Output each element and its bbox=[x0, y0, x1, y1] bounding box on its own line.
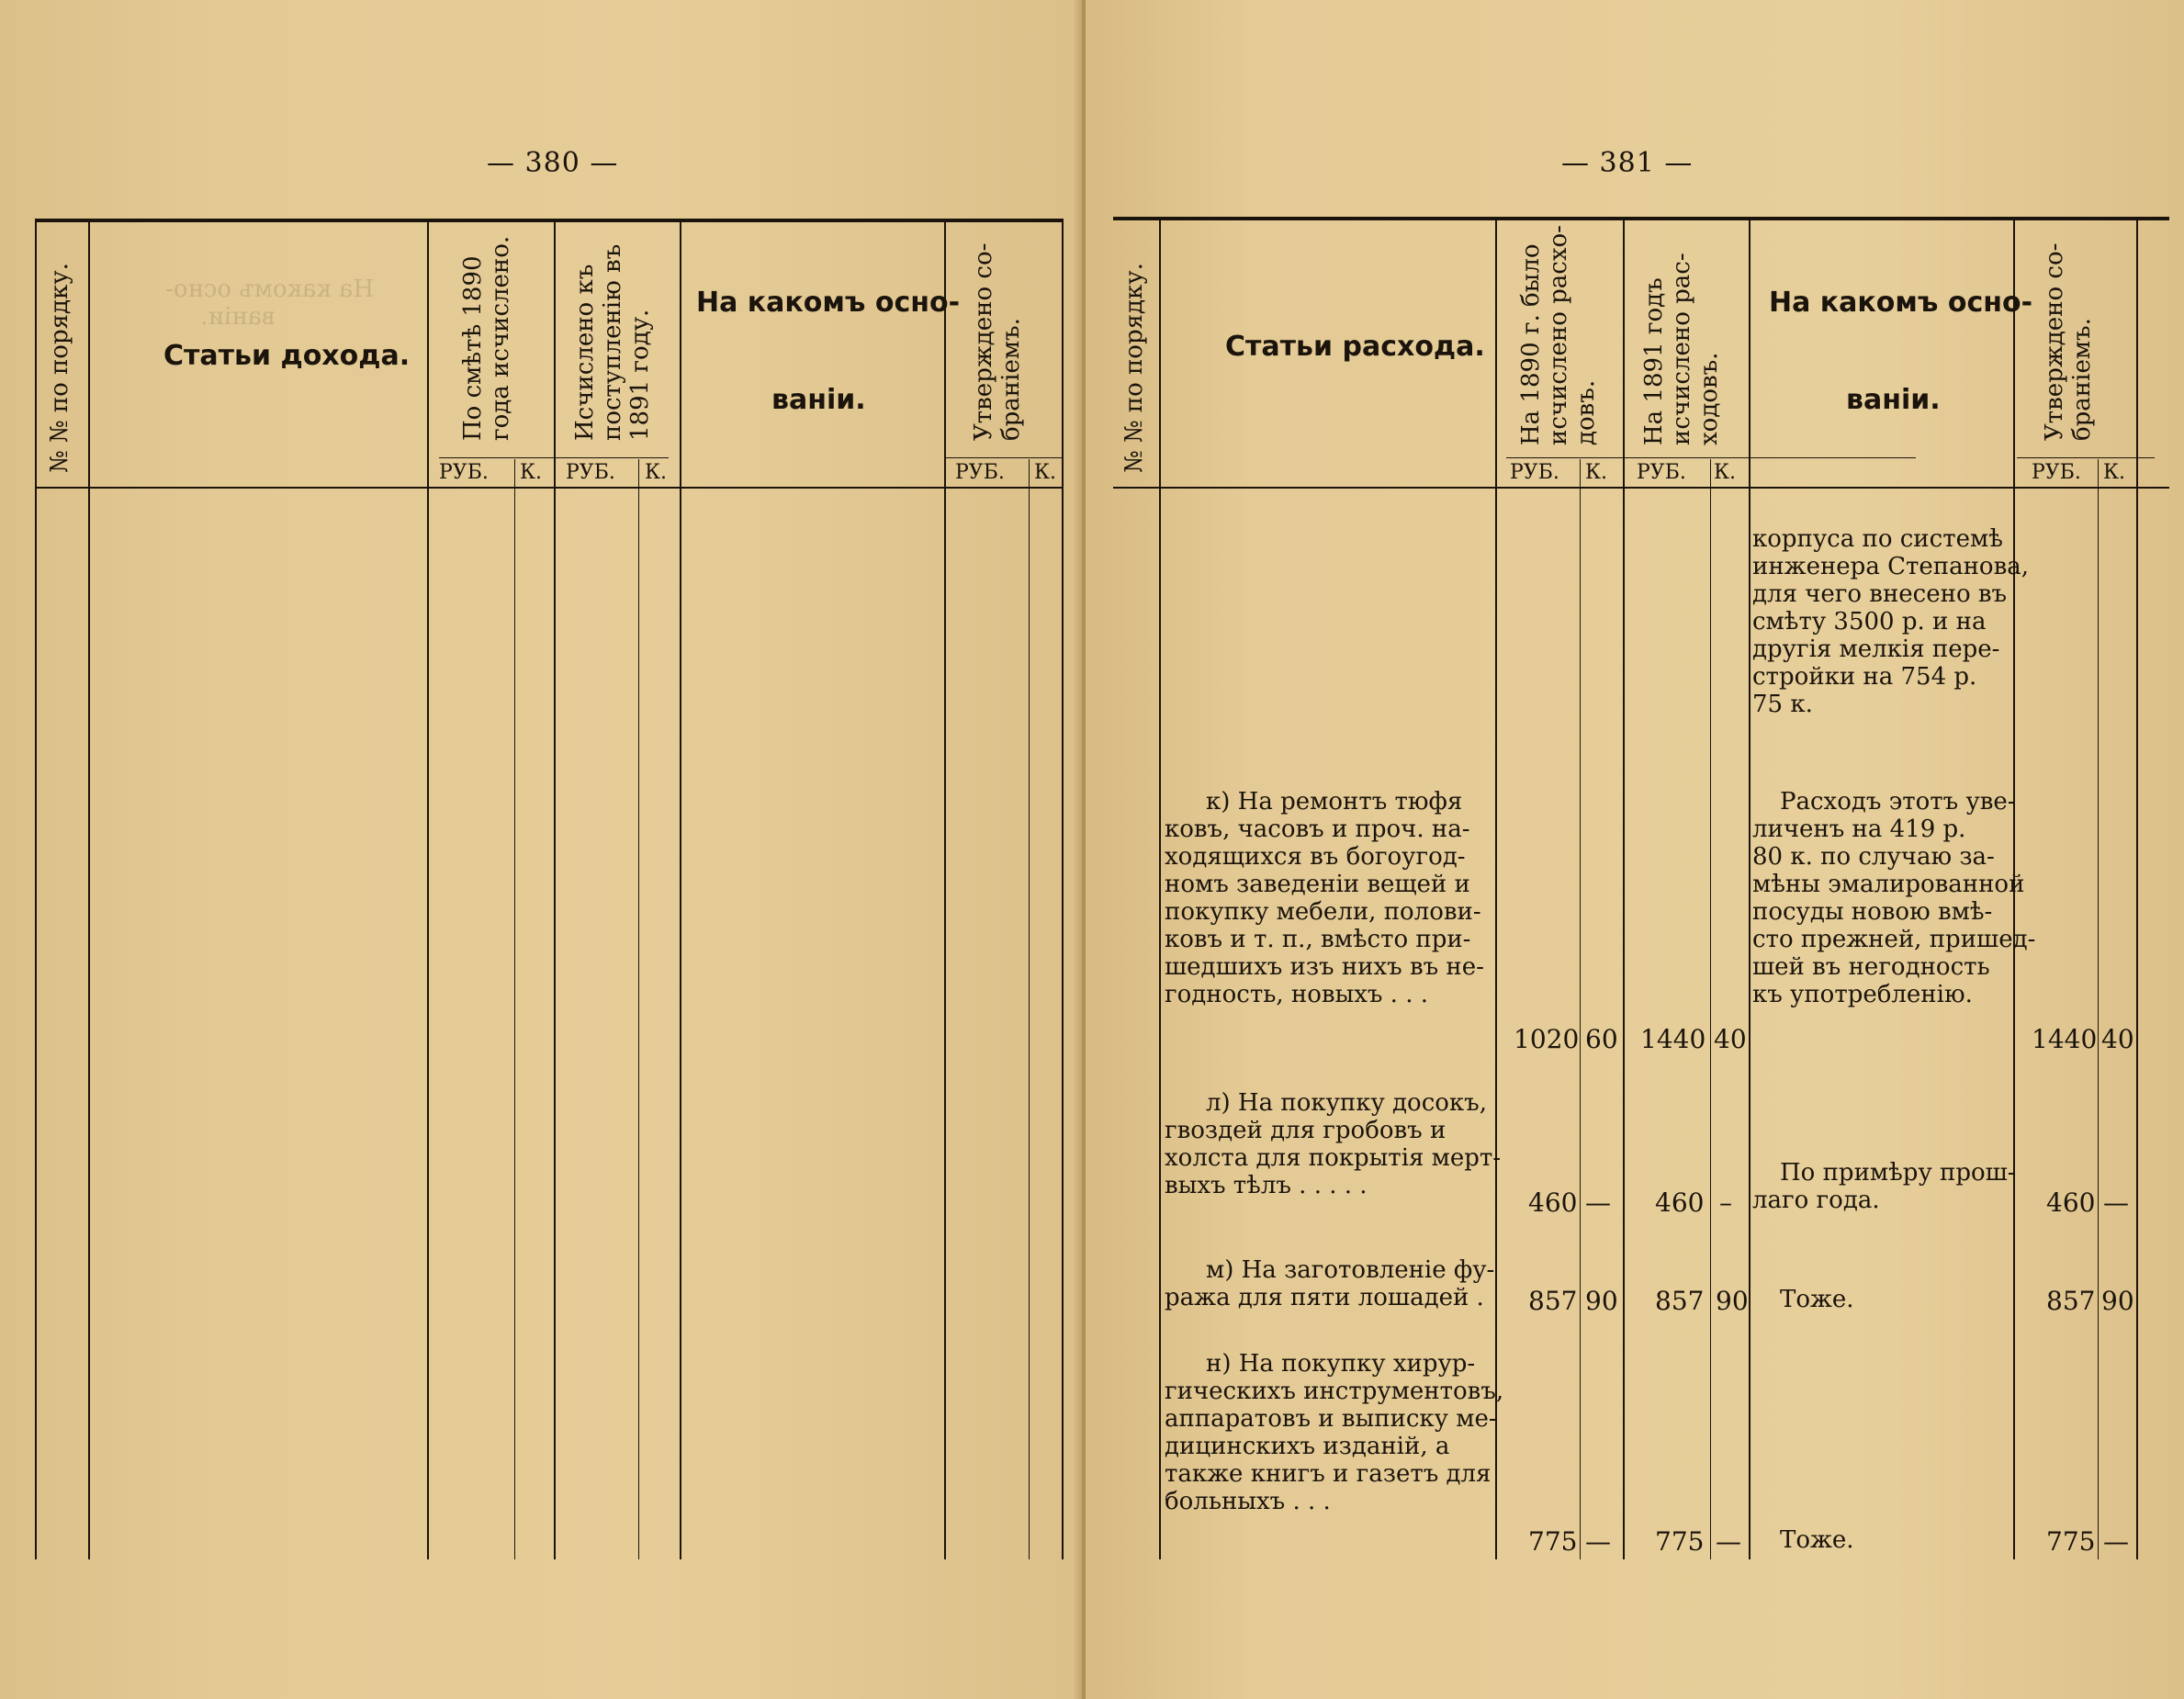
cell-rub-1890: 1020 bbox=[1514, 1024, 1580, 1054]
unit-rule-3 bbox=[944, 457, 1064, 458]
col-line bbox=[680, 219, 681, 1559]
unit-rub: РУБ. bbox=[1510, 461, 1559, 484]
col-1891-header: На 1891 годъ исчислено рас- ходовъ. bbox=[1640, 253, 1723, 445]
row-article: м) На заготовленіе фу- ража для пяти лошадей . bbox=[1165, 1256, 1495, 1311]
header-bottom-rule bbox=[35, 487, 1064, 489]
col-line-kop bbox=[1029, 459, 1030, 1559]
col-line bbox=[427, 219, 429, 1559]
col-line bbox=[944, 219, 946, 1559]
col-line-kop bbox=[1710, 459, 1711, 1559]
unit-kop: К. bbox=[1034, 461, 1057, 484]
unit-kop: К. bbox=[2103, 461, 2126, 484]
cell-kop-approved: 90 bbox=[2101, 1286, 2134, 1316]
col-line bbox=[2136, 219, 2138, 1559]
col-article-header: Статьи расхода. bbox=[1225, 331, 1485, 363]
unit-kop: К. bbox=[1714, 461, 1737, 484]
unit-rub: РУБ. bbox=[439, 461, 489, 484]
page-number-381: — 381 — bbox=[1561, 147, 1694, 179]
row-article: н) На покупку хирур- гическихъ инструментовъ, аппаратовъ и выписку ме- дицинскихъ изданій, а также книгъ и газетъ для больныхъ . . . bbox=[1165, 1350, 1504, 1515]
cell-rub-approved: 775 bbox=[2046, 1526, 2096, 1557]
bleed-through: На какомъ осно- ваніи. bbox=[165, 276, 375, 331]
col-line bbox=[1159, 219, 1161, 1559]
cell-rub-approved: 460 bbox=[2046, 1187, 2096, 1218]
unit-kop: К. bbox=[645, 461, 668, 484]
cell-kop-1891: 40 bbox=[1714, 1024, 1747, 1054]
cell-kop-approved: 40 bbox=[2101, 1024, 2134, 1054]
cell-kop-approved: — bbox=[2103, 1526, 2129, 1557]
col-line bbox=[35, 219, 37, 1559]
col-line-kop bbox=[2098, 459, 2099, 1559]
right-page bbox=[1086, 0, 2184, 1699]
col-article-header: Статьи дохода. bbox=[163, 340, 411, 372]
cell-rub-1891: 857 bbox=[1655, 1286, 1705, 1316]
col-index-header: № № по порядку. bbox=[46, 263, 73, 473]
col-line bbox=[88, 219, 90, 1559]
cell-rub-1890: 775 bbox=[1528, 1526, 1578, 1557]
cell-kop-1890: 90 bbox=[1585, 1286, 1618, 1316]
row-article: к) На ремонтъ тюфя ковъ, часовъ и проч. на- ходящихся въ богоугод- номъ заведеніи вещей и покупку мебели, полови- ковъ и т. п., вмѣсто при- шедшихъ изъ нихъ въ не- годность, новыхъ . . . bbox=[1165, 788, 1484, 1008]
row-basis: По примѣру прош- лаго года. bbox=[1752, 1159, 2016, 1214]
header-bottom-rule bbox=[1113, 487, 2169, 489]
table-top-rule bbox=[1113, 217, 2169, 220]
col-basis-header-line1: На какомъ осно- bbox=[1769, 287, 2033, 319]
col-line bbox=[1749, 219, 1751, 1559]
cell-kop-1891: — bbox=[1716, 1526, 1741, 1557]
cell-kop-1891: – bbox=[1719, 1187, 1732, 1218]
col-line bbox=[1062, 219, 1064, 1559]
col-basis-header-line2: ваніи. bbox=[771, 384, 866, 416]
row-basis: Тоже. bbox=[1780, 1526, 1854, 1554]
col-line-kop bbox=[514, 459, 515, 1559]
unit-rub: РУБ. bbox=[1637, 461, 1686, 484]
cell-kop-approved: — bbox=[2103, 1187, 2129, 1218]
col-1890-header: На 1890 г. было исчислено расхо- довъ. bbox=[1517, 225, 1600, 445]
col-basis-header-line2: ваніи. bbox=[1846, 384, 1941, 416]
cell-rub-1890: 460 bbox=[1528, 1187, 1578, 1218]
unit-rub: РУБ. bbox=[2032, 461, 2081, 484]
col-index-header: № № по порядку. bbox=[1120, 263, 1148, 473]
col-approved-header: Утверждено со- браніемъ. bbox=[2041, 242, 2096, 441]
cell-rub-1891: 775 bbox=[1655, 1526, 1705, 1557]
col-approved-header: Утверждено со- браніемъ. bbox=[970, 242, 1025, 441]
cell-rub-1891: 460 bbox=[1655, 1187, 1705, 1218]
unit-rub: РУБ. bbox=[566, 461, 615, 484]
cell-rub-approved: 1440 bbox=[2032, 1024, 2098, 1054]
row-basis: Тоже. bbox=[1780, 1286, 1854, 1313]
cell-kop-1890: — bbox=[1585, 1187, 1611, 1218]
col-line bbox=[554, 219, 556, 1559]
col-line bbox=[1623, 219, 1625, 1559]
table-top-rule bbox=[35, 219, 1064, 222]
col-line-kop bbox=[1580, 459, 1581, 1559]
unit-kop: К. bbox=[1585, 461, 1608, 484]
cell-kop-1890: 60 bbox=[1585, 1024, 1618, 1054]
unit-kop: К. bbox=[520, 461, 543, 484]
cell-rub-approved: 857 bbox=[2046, 1286, 2096, 1316]
unit-rule bbox=[2017, 457, 2155, 458]
col-line-kop bbox=[638, 459, 639, 1559]
left-page bbox=[0, 0, 1082, 1699]
cell-kop-1890: — bbox=[1585, 1526, 1611, 1557]
basis-continuation: корпуса по системѣ инженера Степанова, для чего внесено въ смѣту 3500 р. и на другія мелкія пере- стройки на 754 р. 75 к. bbox=[1752, 525, 2029, 718]
row-article: л) На покупку досокъ, гвоздей для гробовъ и холста для покрытія мерт- выхъ тѣлъ . . . . . bbox=[1165, 1089, 1502, 1199]
col-1890-header: По смѣтѣ 1890 года исчислено. bbox=[459, 235, 514, 441]
row-basis: Расходъ этотъ уве- личенъ на 419 р. 80 к. по случаю за- мѣны эмалированной посуды новою вмѣ- сто прежней, пришед- шей въ негодность къ употребленію. bbox=[1752, 788, 2036, 1008]
unit-rule bbox=[1506, 457, 1916, 458]
cell-rub-1890: 857 bbox=[1528, 1286, 1578, 1316]
col-1891-header: Исчислено къ поступленію въ 1891 году. bbox=[571, 243, 654, 441]
cell-rub-1891: 1440 bbox=[1640, 1024, 1706, 1054]
unit-rub: РУБ. bbox=[955, 461, 1005, 484]
col-basis-header-line1: На какомъ осно- bbox=[696, 287, 961, 319]
cell-kop-1891: 90 bbox=[1716, 1286, 1749, 1316]
page-number-380: — 380 — bbox=[487, 147, 619, 179]
